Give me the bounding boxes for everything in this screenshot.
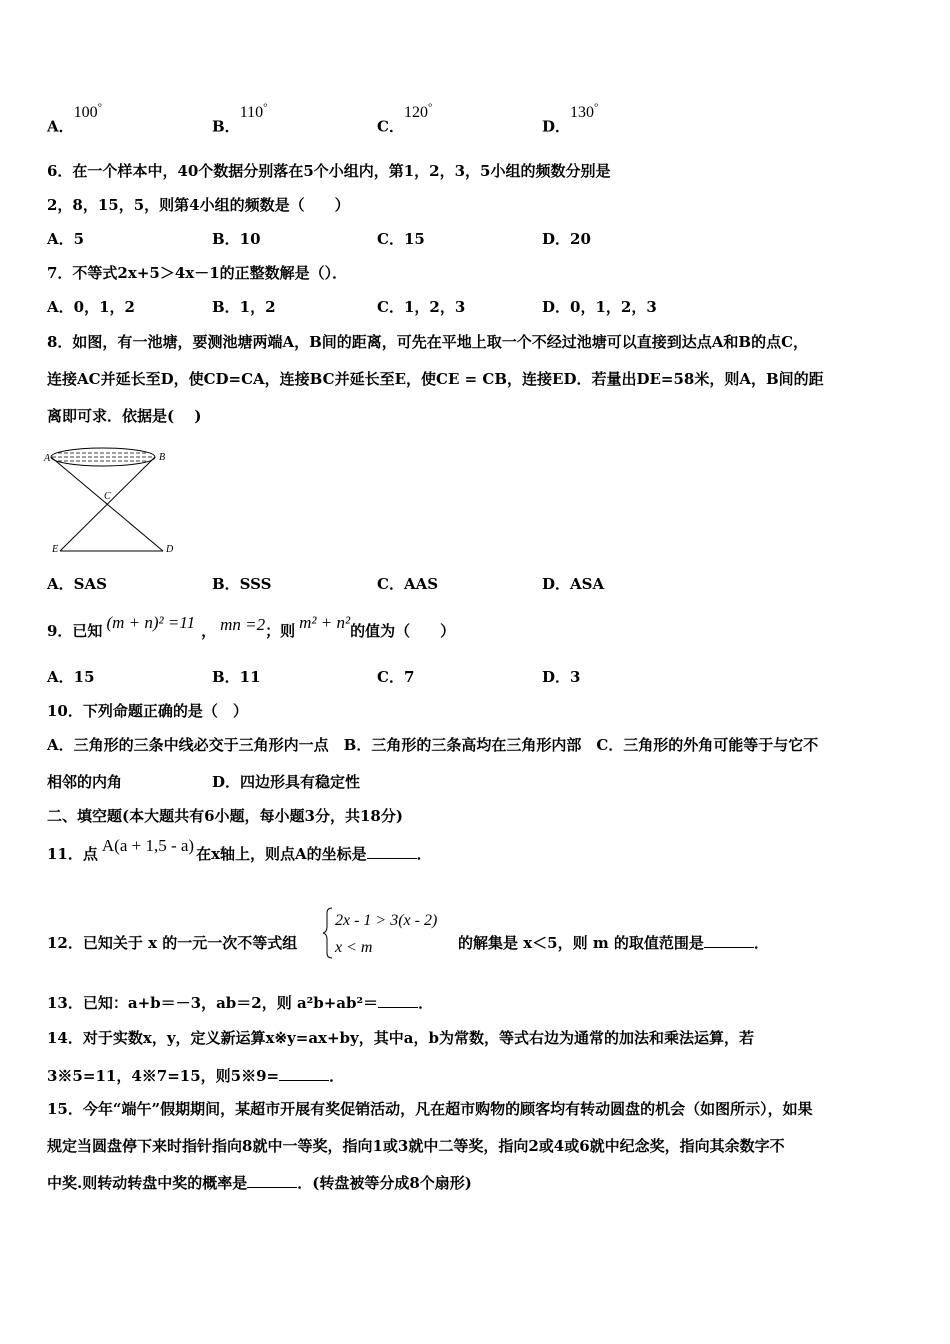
- q6-stem-line2: 2，8，15，5，则第4小组的频数是（ ）: [47, 196, 350, 214]
- q6-option-a: A．5: [47, 230, 85, 248]
- q5-option-a: [47, 102, 103, 137]
- q7-stem: 7．不等式2x+5＞4x－1的正整数解是（）．: [47, 264, 348, 282]
- q5-option-b: [212, 102, 268, 137]
- q5-option-d-value: 130: [570, 104, 595, 122]
- q5-option-d-unit: °: [594, 102, 599, 114]
- q9-option-d: D．3: [542, 668, 581, 686]
- q7-option-b: B．1，2: [212, 298, 276, 316]
- q11-point-expr: A(a + 1,5 - a): [101, 836, 195, 855]
- q14-end: ．: [329, 1067, 345, 1085]
- q9-expr-product: mn =2: [220, 615, 266, 634]
- q9-option-c: C．7: [377, 668, 415, 686]
- q13-answer-blank: [378, 993, 418, 1008]
- q6-stem-line1: 6．在一个样本中，40个数据分别落在5个小组内，第1，2，3，5小组的频数分别是: [47, 162, 611, 180]
- point-d-label: D: [166, 544, 174, 555]
- q10-stem: 10．下列命题正确的是（ ）: [47, 702, 248, 720]
- point-c-label: C: [104, 491, 111, 502]
- q11-prefix: 11．点: [47, 845, 98, 863]
- q8-pond-figure: [42, 444, 182, 559]
- q12-inequality-1: 2x - 1 > 3(x - 2): [335, 912, 438, 929]
- q15-line3-tail: ．(转盘被等分成8个扇形): [297, 1174, 472, 1192]
- q13-stem: [47, 993, 433, 1013]
- q5-option-a-value: 100: [73, 104, 98, 122]
- point-a-label: A: [44, 453, 51, 464]
- q14-line2-text: 3※5=11，4※7=15，则5※9=: [47, 1067, 280, 1085]
- q8-option-b: B．SSS: [212, 575, 272, 593]
- q6-option-c: C．15: [377, 230, 425, 248]
- q9-suffix: 的值为（ ）: [350, 622, 456, 640]
- q15-line3-text: 中奖.则转动转盘中奖的概率是: [47, 1174, 248, 1192]
- q7-option-c: C．1，2，3: [377, 298, 466, 316]
- q7-option-a: A．0，1，2: [47, 298, 135, 316]
- q13-end: ．: [418, 994, 434, 1012]
- q5-option-c: [377, 102, 433, 137]
- q12-brace: [323, 908, 332, 958]
- q8-stem-line1: 8．如图，有一池塘，要测池塘两端A，B间的距离，可先在平地上取一个不经过池塘可以直接到达点A和B的点C，: [47, 333, 809, 351]
- q5-option-b-unit: °: [263, 102, 268, 114]
- q6-option-d: D．20: [542, 230, 591, 248]
- q11-suffix: 在x轴上，则点A的坐标是: [196, 845, 367, 863]
- q5-option-a-unit: °: [97, 102, 103, 114]
- q6-option-b: B．10: [212, 230, 261, 248]
- q14-answer-blank: [279, 1066, 329, 1081]
- q8-stem-line3: 离即可求．依据是( ): [47, 407, 202, 425]
- q8-option-c: C．AAS: [377, 575, 439, 593]
- q11-stem: [47, 836, 432, 864]
- q9-separator: ，: [201, 622, 217, 640]
- q5-option-b-value: 110: [239, 104, 264, 122]
- q15-stem-line3: [47, 1173, 472, 1193]
- q5-option-b-label: B．: [212, 117, 240, 136]
- q12-answer-blank: [704, 933, 754, 948]
- q5-option-d: [542, 102, 599, 137]
- q5-option-d-label: D．: [542, 117, 571, 136]
- q14-stem-line2: [47, 1066, 344, 1086]
- q9-option-a: A．15: [47, 668, 95, 686]
- q9-expr-sum-squared: (m + n)² =11: [106, 613, 196, 632]
- point-e-label: E: [52, 544, 59, 555]
- q10-option-d: D．四边形具有稳定性: [212, 773, 361, 791]
- q11-end: ．: [416, 845, 432, 863]
- q15-stem-line1: 15．今年“端午”假期期间，某超市开展有奖促销活动，凡在超市购物的顾客均有转动圆盘的机会（如图所示），如果: [47, 1100, 813, 1118]
- q9-prefix: 9．已知: [47, 622, 103, 640]
- q15-answer-blank: [247, 1173, 297, 1188]
- q9-expr-sum-of-squares: m² + n²: [299, 613, 351, 632]
- point-b-label: B: [159, 452, 166, 463]
- q8-stem-line2: 连接AC并延长至D，使CD=CA，连接BC并延长至E，使CE = CB，连接ED．若量出DE=58米，则A，B间的距: [47, 370, 824, 388]
- q12-end: ．: [753, 934, 769, 952]
- q12-inequality-system: [322, 905, 457, 961]
- q5-option-a-label: A．: [47, 117, 74, 136]
- q8-option-d: D．ASA: [542, 575, 605, 593]
- q5-option-c-label: C．: [377, 117, 404, 136]
- q15-stem-line2: 规定当圆盘停下来时指针指向8就中一等奖，指向1或3就中二等奖，指向2或4或6就中纪念奖，指向其余数字不: [47, 1137, 785, 1155]
- q9-option-b: B．11: [212, 668, 261, 686]
- q13-text: 13．已知：a+b＝－3，ab＝2，则 a²b+ab²＝: [47, 994, 379, 1012]
- q10-options-line1: A．三角形的三条中线必交于三角形内一点 B．三角形的三条高均在三角形内部 C．三角形的外角可能等于与它不: [47, 736, 819, 754]
- q7-option-d: D．0，1，2，3: [542, 298, 657, 316]
- segment-be: [60, 457, 155, 551]
- q5-option-c-value: 120: [403, 104, 428, 122]
- q12-inequality-2: x < m: [335, 939, 373, 956]
- q9-stem: [47, 613, 456, 641]
- section2-title: 二、填空题(本大题共有6小题，每小题3分，共18分): [47, 807, 403, 825]
- q14-stem-line1: 14．对于实数x，y，定义新运算x※y=ax+by，其中a，b为常数，等式右边为通常的加法和乘法运算，若: [47, 1029, 754, 1047]
- q8-option-a: A．SAS: [47, 575, 107, 593]
- q11-answer-blank: [367, 844, 417, 859]
- q9-mid: ；则: [265, 622, 296, 640]
- q12-suffix: 的解集是 x＜5，则 m 的取值范围是: [458, 934, 704, 952]
- q12-stem-suffix: [458, 933, 769, 953]
- q5-option-c-unit: °: [427, 102, 433, 114]
- q12-stem-prefix: 12．已知关于 x 的一元一次不等式组: [47, 934, 298, 952]
- q10-option-c-cont: 相邻的内角: [47, 773, 123, 791]
